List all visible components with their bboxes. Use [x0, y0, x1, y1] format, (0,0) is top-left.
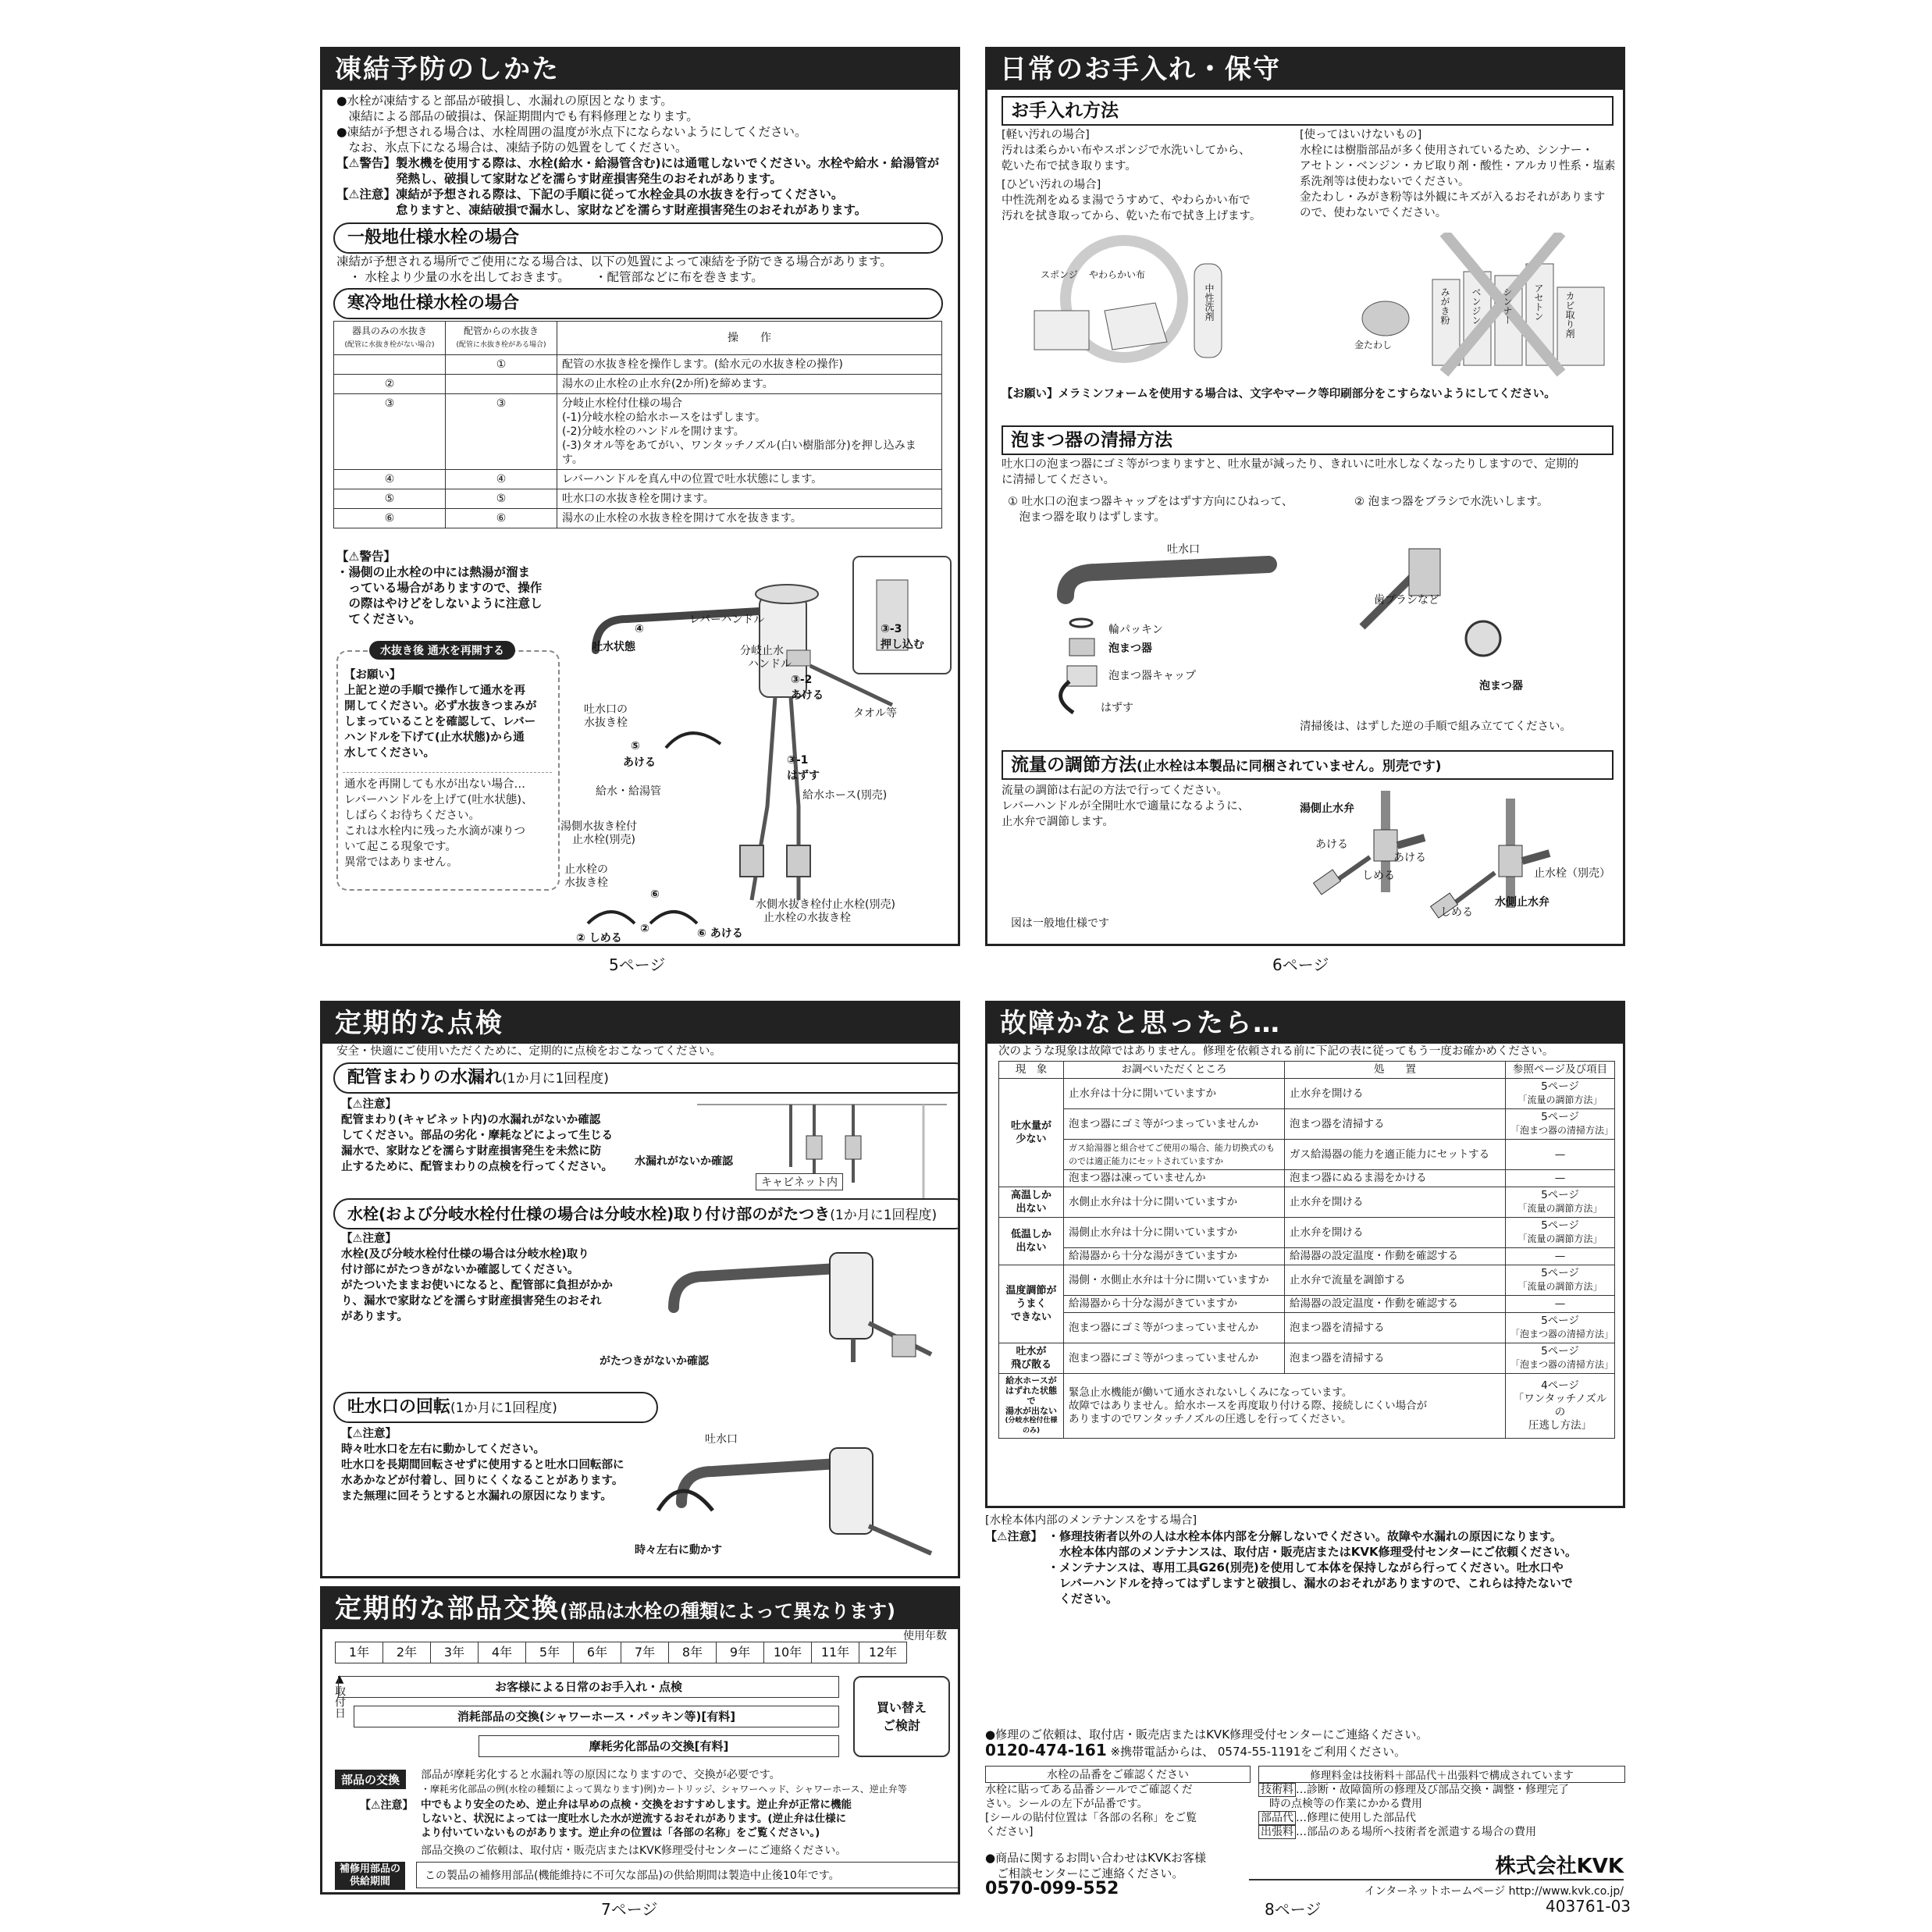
drain-diagram: [564, 549, 955, 939]
reference-cell: 5ページ 「流量の調節方法」: [1506, 1079, 1615, 1109]
table-row: ⑥ ⑥ 湯水の止水栓の水抜き栓を開けて水を抜きます。: [334, 509, 942, 528]
reflow-text: 【お願い】 上記と逆の手順で操作して通水を再 開してください。必ず水抜きつまみが しまっていることを確認して、レバー ハンドルを下げて(止水状態)から通 水してください。: [344, 669, 537, 760]
parts-contact: 部品交換のご依頼は、取付店・販売店またはKVK修理受付センターにご連絡ください。: [421, 1845, 847, 1857]
diagram-label: しめる: [1440, 906, 1473, 919]
replacement-box: 買い替え ご検討: [853, 1676, 950, 1757]
flow-note: 図は一般地仕様です: [1011, 917, 1109, 930]
maintenance-text: ・修理技術者以外の人は水栓本体内部を分解しないでください。故障や水漏れの原因になります。 水栓本体内部のメンテナンスは、取付店・販売店またはKVK修理受付センターにご依頼ください。 ・メンテナンスは、専用工具G26(別売)を使用して本体を保持しながら行ってください。吐水口や レバーハンドルを持ってはずしますと破損し、漏水のおそれがありますので、これらは持たないで ください。: [1048, 1529, 1578, 1606]
reference-cell: 5ページ 「泡まつ器の清掃方法」: [1506, 1109, 1615, 1140]
table-cell: 止水弁を開ける: [1285, 1187, 1506, 1218]
table-row: ③ ③ 分岐止水栓付仕様の場合 (-1)分岐水栓の給水ホースをはずします。 (-2)分岐水栓のハンドルを開けます。 (-3)タオル等をあてがい、ワンタッチノズル(白い樹脂部分)を押し込みます。: [334, 394, 942, 470]
table-header: 現 象: [999, 1062, 1064, 1079]
diagram-label: ⑤: [631, 740, 640, 753]
year-cell: 9年: [717, 1642, 764, 1663]
page-title: 凍結予防のしかた: [322, 49, 958, 90]
diagram-label: 水抜き栓: [564, 877, 608, 889]
table-row: [999, 1343, 1615, 1374]
table-cell: 水側止水弁は十分に開いていますか: [1064, 1187, 1285, 1218]
diagram-label: 泡まつ器キャップ: [1108, 670, 1196, 682]
reference-cell: 5ページ 「流量の調節方法」: [1506, 1218, 1615, 1248]
year-cell: 4年: [479, 1642, 526, 1663]
diagram-label: ② しめる: [576, 932, 622, 945]
table-cell: 泡まつ器にゴミ等がつまっていませんか: [1064, 1109, 1285, 1140]
trouble-intro: 次のような現象は故障ではありません。修理を依頼される前に下記の表に従ってもう一度お確かめください。: [998, 1045, 1554, 1058]
table-header: 操 作: [557, 322, 942, 355]
table-cell: 泡まつ器は凍っていませんか: [1064, 1170, 1285, 1187]
reference-cell: 5ページ 「流量の調節方法」: [1506, 1265, 1615, 1296]
table-cell: 止水弁で流量を調節する: [1285, 1265, 1506, 1296]
table-cell: ガス給湯器と組合せてご使用の場合、能力切換式のものでは適正能力にセットされていますか: [1064, 1140, 1285, 1170]
table-row: ② 湯水の止水栓の止水弁(2か所)を締めます。: [334, 375, 942, 394]
table-cell: 止水弁を開ける: [1285, 1218, 1506, 1248]
page8-panel: [985, 1001, 1625, 1508]
diagram-label: 止水栓の水抜き栓: [763, 912, 851, 924]
inspection-spout: 吐水口の回転(1か月に1回程度): [333, 1392, 658, 1423]
intro-line: ●水栓が凍結すると部品が破損し、水漏れの原因となります。: [336, 94, 673, 108]
diagram-label: 湯側水抜き栓付: [560, 820, 637, 833]
pipes-caution: 【⚠注意】 配管まわり(キャビネット内)の水漏れがないか確認 してください。部品の劣化・摩耗などによって生じる 漏水で、家財などを濡らす財産損害発生を未然に防 止するために、配管まわりの点検を行ってください。: [341, 1098, 613, 1173]
bar-wear: 摩耗劣化部品の交換[有料]: [479, 1735, 839, 1757]
image-label: みがき粉: [1439, 287, 1450, 325]
table-cell: 給湯器から十分な湯がきていますか: [1064, 1296, 1285, 1313]
request-note: 【お願い】メラミンフォームを使用する場合は、文字やマーク等印刷部分をこすらないようにしてください。: [1002, 388, 1556, 400]
year-cell: 8年: [669, 1642, 717, 1663]
diagram-label: 水漏れがないか確認: [635, 1155, 733, 1168]
table-row: [999, 1296, 1615, 1313]
table-row: [999, 1079, 1615, 1109]
diagram-label: 水側水抜き栓付止水栓(別売): [756, 898, 895, 911]
reference-cell: —: [1506, 1170, 1615, 1187]
year-cell: 5年: [526, 1642, 574, 1663]
care-heading: お手入れ方法: [1002, 96, 1614, 126]
year-cell: 2年: [383, 1642, 431, 1663]
caution-text: 【⚠注意】凍結が予想される際は、下記の手順に従って水栓金具の水抜きを行ってください。: [336, 187, 844, 201]
caution-text: 怠りますと、凍結破損で漏水し、家財などを濡らす財産損害発生のおそれがあります。: [396, 203, 867, 217]
model-check: 水栓の品番をご確認ください 水栓に貼ってある品番シールでご確認くだ さい。シールの左下が品番です。 [シールの貼付位置は「各部の名称」をご覧 ください]: [985, 1766, 1251, 1839]
diagram-label: 歯ブラシなど: [1374, 594, 1439, 607]
warning-text: 発熱し、破損して家財などを濡らす財産損害発生のおそれがあります。: [396, 172, 782, 186]
freedial-number: 0120-474-161: [985, 1741, 1107, 1759]
table-cell: 泡まつ器にゴミ等がつまっていませんか: [1064, 1343, 1285, 1374]
maintenance-head: [水栓本体内部のメンテナンスをする場合]: [985, 1514, 1197, 1527]
aerator-step1: ① 吐水口の泡まつ器キャップをはずす方向にひねって、 泡まつ器を取りはずします。: [1008, 496, 1293, 524]
table-header: 処 置: [1285, 1062, 1506, 1079]
aerator-after: 清掃後は、はずした逆の手順で組み立ててください。: [1300, 720, 1571, 733]
section-general: 一般地仕様水栓の場合: [333, 222, 943, 254]
image-label: スポンジ: [1041, 269, 1078, 280]
bar-daily: お客様による日常のお手入れ・点検: [338, 1676, 839, 1698]
diagram-label: あける: [623, 756, 656, 769]
diagram-label: ③-1: [787, 754, 809, 767]
diagram-label: 吐水口: [705, 1433, 738, 1446]
page-number: 5ページ: [609, 955, 666, 974]
page-title: 日常のお手入れ・保守: [987, 49, 1623, 90]
years-scale: [335, 1642, 907, 1663]
diagram-label: 止水栓の: [564, 863, 608, 876]
faucet-image: [658, 1229, 955, 1362]
symptom-cell: 低温しか 出ない: [999, 1218, 1064, 1265]
caution-label: 【⚠注意】: [985, 1529, 1043, 1543]
intro-line: ●凍結が予想される場合は、水栓周囲の温度が氷点下にならないようにしてください。: [336, 125, 807, 139]
table-row: 給水ホースが はずれた状態で 湯水が出ない (分岐水栓付仕様のみ) 緊急止水機能が働いて通水されないしくみになっています。 故障ではありません。給水ホースを再度取り付ける際、接続しにくい場合が ありますのでワンタッチノズルの圧逃しを行ってください。 4ページ 「ワンタッチノズルの 圧逃し方法」: [999, 1374, 1615, 1439]
company-name: 株式会社KVK: [1249, 1850, 1624, 1880]
section-cold: 寒冷地仕様水栓の場合: [333, 288, 943, 319]
table-cell: 給湯器の設定温度・作動を確認する: [1285, 1296, 1506, 1313]
diagram-label: あける: [1315, 838, 1348, 851]
table-row: [999, 1218, 1615, 1248]
inspection-pipes: 配管まわりの水漏れ(1か月に1回程度): [333, 1062, 960, 1094]
intro-line: なお、氷点下になる場合は、凍結予防の処置をしてください。: [336, 141, 688, 155]
diagram-label: 止水栓(別売): [572, 834, 635, 846]
supply-text: この製品の補修用部品(機能維持に不可欠な部品)の供給期間は製造中止後10年です。: [416, 1862, 960, 1888]
aerator-text: 吐水口の泡まつ器にゴミ等がつまりますと、吐水量が減ったり、きれいに吐水しなくなったりしますので、定期的 に清掃してください。: [1002, 458, 1579, 486]
page7-inspection-panel: [320, 1001, 960, 1578]
page-number: 6ページ: [1272, 955, 1329, 974]
install-date: ▲ 取付日: [333, 1673, 346, 1718]
table-cell: 止水弁を開ける: [1285, 1079, 1506, 1109]
reference-cell: 5ページ 「泡まつ器の清掃方法」: [1506, 1313, 1615, 1343]
diagram-label: 泡まつ器: [1479, 680, 1523, 692]
diagram-label: がたつきがないか確認: [600, 1355, 709, 1368]
table-cell: 湯側・水側止水弁は十分に開いていますか: [1064, 1265, 1285, 1296]
page-title: 故障かなと思ったら…: [987, 1003, 1623, 1044]
diagram-label: はずす: [787, 770, 820, 782]
spout-caution: 【⚠注意】 時々吐水口を左右に動かしてください。 吐水口を長期間回転させずに使用すると吐水口回転部に 水あかなどが付着し、回りにくくなることがあります。 また無理に回そうとすると水漏れの原因になります。: [341, 1428, 624, 1503]
reference-cell: —: [1506, 1296, 1615, 1313]
table-cell: ガス給湯器の能力を適正能力にセットする: [1285, 1140, 1506, 1170]
table-cell: 給湯器から十分な湯がきていますか: [1064, 1248, 1285, 1265]
diagram-label: タオル等: [853, 707, 897, 720]
page6-panel: [985, 47, 1625, 946]
table-cell: 湯側止水弁は十分に開いていますか: [1064, 1218, 1285, 1248]
year-cell: 7年: [621, 1642, 669, 1663]
reflow-note: 通水を再開しても水が出ない場合… レバーハンドルを上げて(吐水状態)、 しばらくお待ちください。 これは水栓内に残った水滴が凍りつ いて起こる現象です。 異常ではありません。: [344, 778, 533, 869]
intro-line: 凍結による部品の破損は、保証期間内でも有料修理となります。: [336, 109, 699, 123]
table-header: 参照ページ及び項目: [1506, 1062, 1615, 1079]
diagram-label: 吐水口の: [584, 703, 628, 716]
table-cell: 止水弁は十分に開いていますか: [1064, 1079, 1285, 1109]
page7-parts-panel: [320, 1586, 960, 1895]
table-row: [999, 1248, 1615, 1265]
table-header: お調べいただくところ: [1064, 1062, 1285, 1079]
diagram-label: ハンドル: [748, 658, 792, 671]
image-label: 中性洗剤: [1204, 283, 1215, 321]
page-number: 8ページ: [1265, 1900, 1322, 1919]
table-row: [999, 1265, 1615, 1296]
diagram-label: 押し込む: [881, 639, 924, 651]
diagram-label: レバーハンドル: [689, 614, 765, 626]
page-title: 定期的な点検: [322, 1003, 958, 1044]
page-title: 定期的な部品交換(部品は水栓の種類によって異なります): [322, 1589, 958, 1629]
page5-panel: [320, 47, 960, 946]
inquiry-block: ●商品に関するお問い合わせはKVKお客様 ご相談センターにご連絡ください。 0570-099-552: [985, 1851, 1207, 1898]
diagram-label: 泡まつ器: [1108, 642, 1152, 655]
diagram-label: 水抜き栓: [584, 717, 628, 729]
diagram-label: 分岐止水: [740, 645, 784, 657]
image-label: アセトン: [1533, 283, 1544, 321]
image-label: カビ取り剤: [1564, 291, 1575, 338]
diagram-label: ⑥ あける: [697, 927, 743, 940]
diagram-label: しめる: [1362, 870, 1395, 882]
diagram-label: 給水・給湯管: [596, 785, 661, 798]
table-cell: 給湯器の設定温度・作動を確認する: [1285, 1248, 1506, 1265]
diagram-label: ②: [640, 923, 649, 935]
reflow-box: [336, 645, 560, 891]
diagram-label: ④: [635, 623, 644, 635]
image-label: 金たわし: [1354, 340, 1393, 350]
diagram-label: 輪パッキン: [1108, 624, 1163, 636]
reference-cell: —: [1506, 1140, 1615, 1170]
aerator-heading: 泡まつ器の清掃方法: [1002, 425, 1614, 455]
general-line: 凍結が予想される場所でご使用になる場合は、以下の処置によって凍結を予防できる場合があります。: [336, 254, 892, 269]
table-row: [999, 1313, 1615, 1343]
intro-text: [336, 93, 953, 218]
caution-label: 【⚠注意】: [360, 1799, 414, 1812]
year-cell: 11年: [812, 1642, 859, 1663]
table-row: [999, 1187, 1615, 1218]
website-link[interactable]: インターネットホームページ http://www.kvk.co.jp/: [1364, 1885, 1624, 1898]
inspection-mount: 水栓(および分岐水栓付仕様の場合は分岐水栓)取り付け部のがたつき(1か月に1回程度): [333, 1198, 960, 1229]
diagram-label: 水側止水弁: [1495, 896, 1550, 909]
parts-caution-text: 中でもより安全のため、逆止弁は早めの点検・交換をおすすめします。逆止弁が正常に機能 しないと、状況によっては一度吐水した水が逆流するおそれがあります。(逆止弁は仕様に より付いていないものがあります。逆止弁の位置は「各部の名称」をご覧ください。): [421, 1799, 852, 1839]
year-cell: 1年: [336, 1642, 383, 1663]
year-cell: 12年: [868, 1645, 898, 1660]
reference-cell: —: [1506, 1248, 1615, 1265]
year-cell: 10年: [764, 1642, 812, 1663]
year-cell: 3年: [431, 1642, 479, 1663]
image-label: ベンジン: [1471, 287, 1482, 325]
contact-block: ●修理のご依頼は、取付店・販売店またはKVK修理受付センターにご連絡ください。 0120-474-161 ※携帯電話からは、 0574-55-1191をご利用ください。: [985, 1727, 1429, 1759]
table-cell: 泡まつ器にゴミ等がつまっていませんか: [1064, 1313, 1285, 1343]
diagram-label: 時々左右に動かす: [635, 1544, 722, 1557]
table-cell: 泡まつ器を清掃する: [1285, 1109, 1506, 1140]
trouble-table: [998, 1061, 1615, 1439]
diagram-label: あける: [1393, 852, 1426, 864]
drain-table: [333, 321, 942, 528]
aerator-step2: ② 泡まつ器をブラシで水洗いします。: [1354, 496, 1549, 508]
page-number: 7ページ: [601, 1900, 658, 1919]
diagram-label: あける: [791, 689, 824, 702]
warning-text: 【⚠警告】製氷機を使用する際は、水栓(給水・給湯管含む)には通電しないでください。水栓や給水・給湯管が: [336, 156, 940, 170]
symptom-cell: 吐水が 飛び散る: [999, 1343, 1064, 1374]
diagram-label: ③-3: [881, 623, 902, 635]
symptom-cell: 温度調節が うまく できない: [999, 1265, 1064, 1343]
flow-heading: 流量の調節方法(止水栓は本製品に同梱されていません。別売です): [1002, 750, 1614, 780]
diagram-label: はずす: [1101, 702, 1133, 714]
symptom-cell: 高温しか 出ない: [999, 1187, 1064, 1218]
table-cell: 泡まつ器を清掃する: [1285, 1313, 1506, 1343]
table-cell: 泡まつ器にぬるま湯をかける: [1285, 1170, 1506, 1187]
table-cell: 泡まつ器を清掃する: [1285, 1343, 1506, 1374]
diagram-label: 止水栓（別売）: [1534, 867, 1610, 880]
diagram-label: 給水ホース(別売): [802, 789, 888, 802]
diagram-label: ③-2: [791, 674, 813, 686]
supply-head: 補修用部品の 供給期間: [335, 1862, 405, 1890]
table-header: 配管からの水抜き (配管に水抜き栓がある場合): [446, 322, 557, 355]
inspection-intro: 安全・快適にご使用いただくために、定期的に点検をおこなってください。: [336, 1045, 721, 1058]
table-header: 器具のみの水抜き (配管に水抜き栓がない場合): [334, 322, 446, 355]
flow-text: 流量の調節は右記の方法で行ってください。 レバーハンドルが全開吐水で適量になるように、 止水弁で調節します。: [1002, 785, 1250, 828]
table-row: [999, 1140, 1615, 1170]
general-text: [336, 254, 953, 285]
diagram-label: 湯側止水弁: [1300, 802, 1354, 815]
image-label: シンナー: [1502, 287, 1513, 325]
warning-hot: 【⚠警告】 ・湯側の止水栓の中には熱湯が溜ま っている場合がありますので、操作 の際はやけどをしないように注意し てください。: [336, 550, 543, 626]
years-label: 使用年数: [903, 1630, 947, 1642]
parts-exchange-head: 部品の交換: [335, 1770, 406, 1789]
reflow-title: 水抜き後 通水を再開する: [369, 641, 515, 660]
general-item: ・ 水栓より少量の水を出しておきます。: [349, 270, 564, 284]
diagram-label: 吐水口: [1167, 543, 1200, 556]
reference-cell: 5ページ 「流量の調節方法」: [1506, 1187, 1615, 1218]
table-row: ① 配管の水抜き栓を操作します。(給水元の水抜き栓の操作): [334, 355, 942, 375]
table-row: ⑤ ⑤ 吐水口の水抜き栓を開けます。: [334, 489, 942, 509]
table-row: [999, 1170, 1615, 1187]
cleaning-items-image: [1019, 233, 1612, 381]
document-number: 403761-03: [1546, 1897, 1631, 1916]
forbidden-items: [使ってはいけないもの] 水栓には樹脂部品が多く使用されているため、シンナー・ アセトン・ベンジン・カビ取り剤・酸性・アルカリ性系・塩素 系洗剤等は使わないでください。 金たわし・みがき粉等は外観にキズが入るおそれがあります ので、使わないでください。: [1300, 129, 1616, 219]
diagram-label: 吐水状態: [592, 641, 635, 653]
bar-consumable: 消耗部品の交換(シャワーホース・パッキン等)[有料]: [354, 1706, 839, 1727]
symptom-cell: 吐水量が 少ない: [999, 1079, 1064, 1187]
mount-caution: 【⚠注意】 水栓(及び分岐水栓付仕様の場合は分岐水栓)取り 付け部にがたつきがないか確認してください。 がたついたままお使いになると、配管部に負担がかか り、漏水で家財などを濡らす財産損害発生のおそれ があります。: [341, 1233, 613, 1323]
table-row: [999, 1109, 1615, 1140]
parts-exchange-text: 部品が摩耗劣化すると水漏れ等の原因になりますので、交換が必要です。 ・摩耗劣化部品の例(水栓の種類によって異なります)例)カートリッジ、シャワーヘッド、シャワーホース、逆止弁等: [421, 1769, 907, 1795]
diagram-label: キャビネット内: [756, 1173, 843, 1190]
reference-cell: 5ページ 「泡まつ器の清掃方法」: [1506, 1343, 1615, 1374]
light-dirt: [軽い汚れの場合] 汚れは柔らかい布やスポンジで水洗いしてから、 乾いた布で拭き取ります。 [ひどい汚れの場合] 中性洗剤をぬるま湯でうすめて、やわらかい布で 汚れを拭き取ってから、乾いた布で拭き上げます。: [1002, 129, 1261, 222]
diagram-label: ⑥: [650, 888, 660, 901]
year-cell: 6年: [574, 1642, 621, 1663]
fee-block: 修理料金は技術料＋部品代＋出張料で構成されています 技術料 …診断・故障箇所の修理及び部品交換・調整・修理完了 時の点検等の作業にかかる費用 部品代 …修理に使用した部品代 出張料 …部品のある場所へ技術者を派遣する場合の費用: [1258, 1766, 1625, 1839]
image-label: やわらかい布: [1089, 269, 1146, 280]
general-item: ・配管部などに布を巻きます。: [594, 270, 763, 284]
navidial-number: 0570-099-552: [985, 1879, 1119, 1898]
table-row: ④ ④ レバーハンドルを真ん中の位置で吐水状態にします。: [334, 470, 942, 489]
